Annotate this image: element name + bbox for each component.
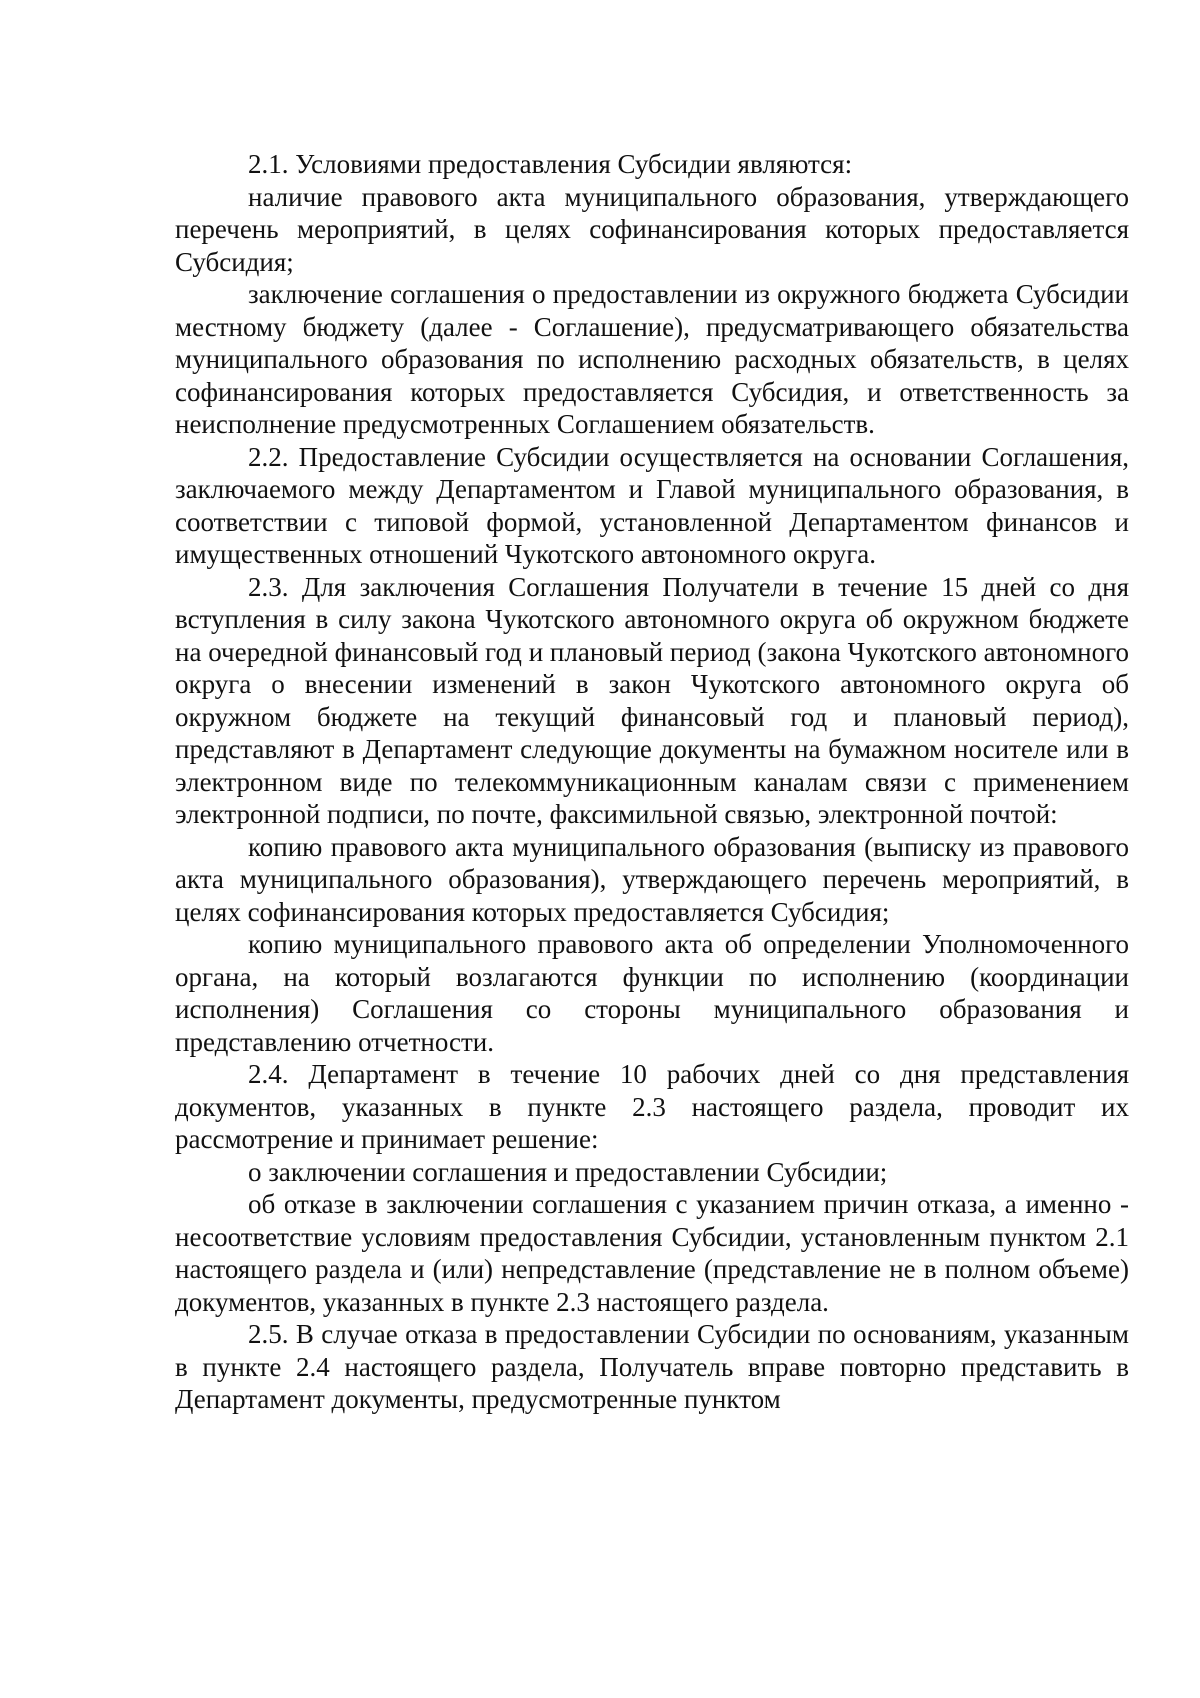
paragraph-2-4-decision-2: об отказе в заключении соглашения с указанием причин отказа, а именно - несоответствие условиям предоставления Субсидии, установленным пунктом 2.1 настоящего раздела и (или) непредставление (представление не в полном объеме) документов, указанных в пункте 2.3 настоящего раздела.	[175, 1189, 1129, 1317]
paragraph-2-3-document-2: копию муниципального правового акта об определении Уполномоченного органа, на который возлагаются функции по исполнению (координации исполнения) Соглашения со стороны муниципального образования и представлению отчетности.	[175, 929, 1129, 1057]
paragraph-2-1-condition-1: наличие правового акта муниципального образования, утверждающего перечень мероприятий, в целях софинансирования которых предоставляется Субсидия;	[175, 181, 1129, 277]
paragraph-2-3: 2.3. Для заключения Соглашения Получатели в течение 15 дней со дня вступления в силу закона Чукотского автономного округа об окружном бюджете на очередной финансовый год и плановый период (закона Чукотского автономного округа о внесении изменений в закон Чукотского автономного округа об окружном бюджете на текущий финансовый год и плановый период), представляют в Департамент следующие документы на бумажном носителе или в электронном виде по телекоммуникационным каналам связи с применением электронной подписи, по почте, факсимильной связью, электронной почтой:	[175, 571, 1129, 829]
paragraph-2-4: 2.4. Департамент в течение 10 рабочих дней со дня представления документов, указанных в пункте 2.3 настоящего раздела, проводит их рассмотрение и принимает решение:	[175, 1059, 1129, 1154]
paragraph-2-5: 2.5. В случае отказа в предоставлении Субсидии по основаниям, указанным в пункте 2.4 настоящего раздела, Получатель вправе повторно представить в Департамент документы, предусмотренные пунктом	[175, 1319, 1129, 1414]
paragraph-2-1: 2.1. Условиями предоставления Субсидии являются:	[248, 149, 853, 179]
paragraph-2-2: 2.2. Предоставление Субсидии осуществляется на основании Соглашения, заключаемого между Департаментом и Главой муниципального образования, в соответствии с типовой формой, установленной Департаментом финансов и имущественных отношений Чукотского автономного округа.	[175, 441, 1129, 569]
paragraph-2-3-document-1: копию правового акта муниципального образования (выписку из правового акта муниципального образования), утверждающего перечень мероприятий, в целях софинансирования которых предоставляется Субсидия;	[175, 831, 1129, 927]
paragraph-2-4-decision-1: о заключении соглашения и предоставлении Субсидии;	[248, 1156, 888, 1187]
paragraph-2-1-condition-2: заключение соглашения о предоставлении из окружного бюджета Субсидии местному бюджету (далее - Соглашение), предусматривающего обязательства муниципального образования по исполнению расходных обязательств, в целях софинансирования которых предоставляется Субсидия, и ответственность за неисполнение предусмотренных Соглашением обязательств.	[175, 279, 1129, 439]
document-page	[175, 148, 1129, 1416]
